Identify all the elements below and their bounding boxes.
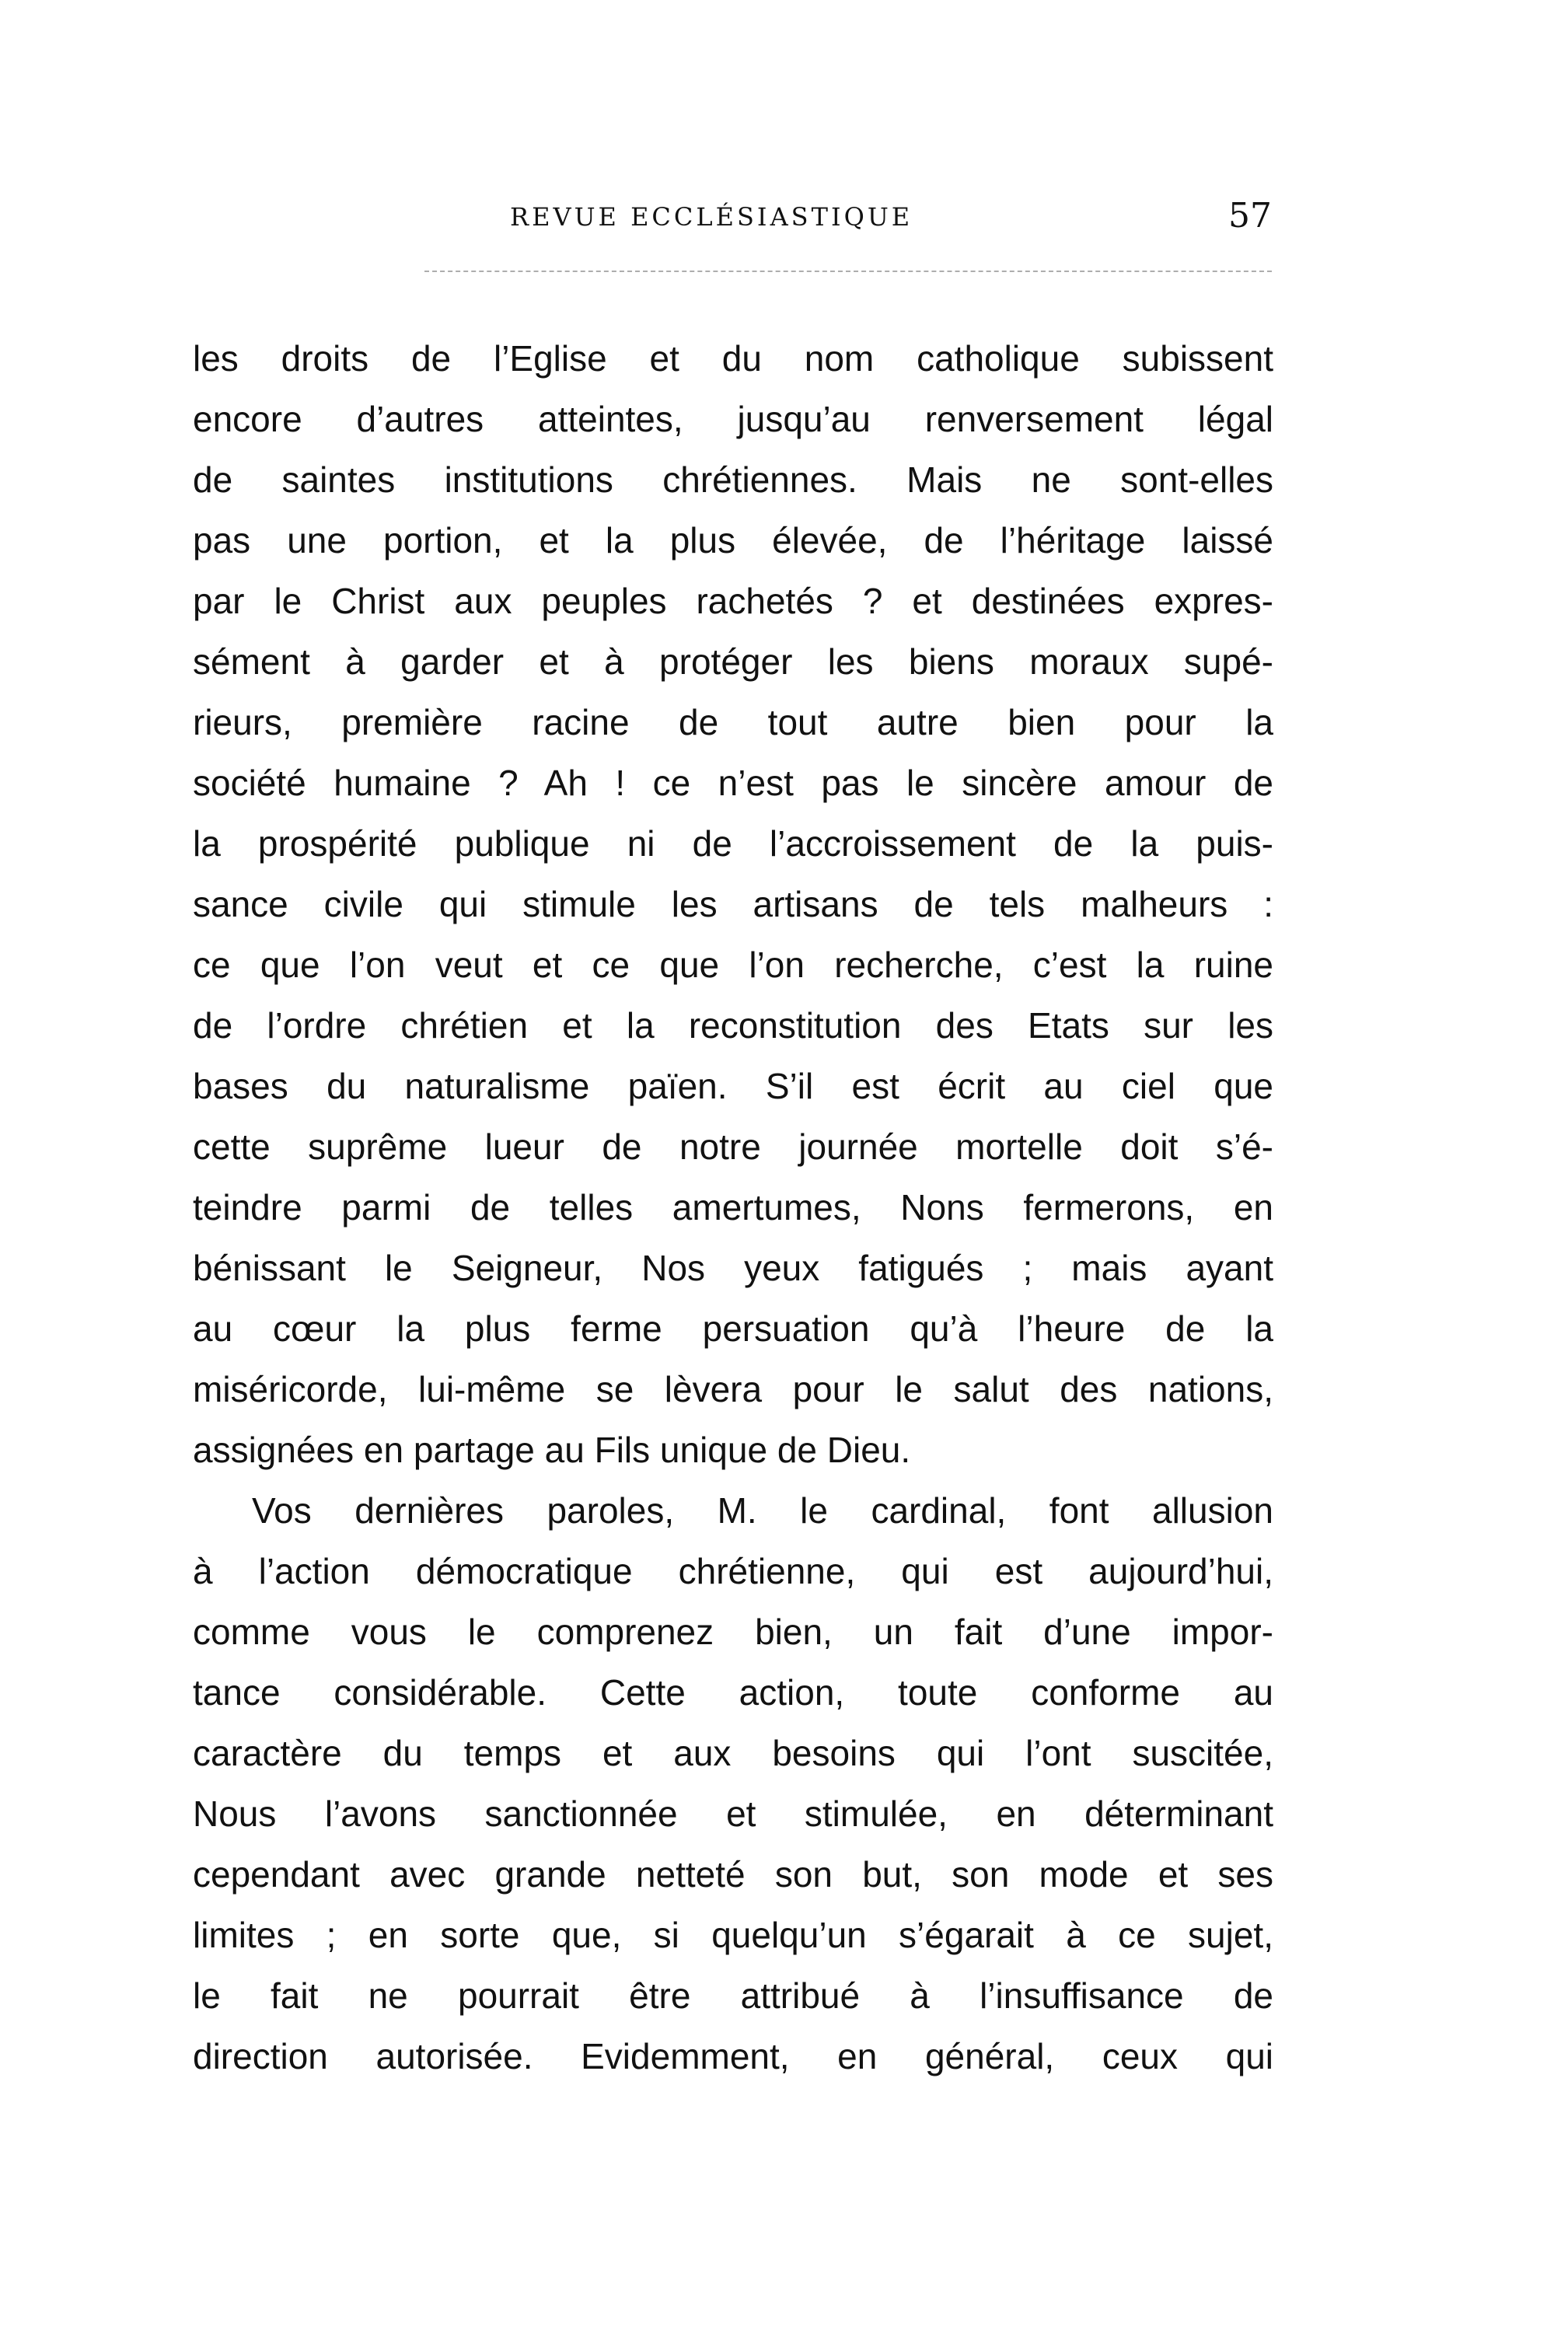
text-line: pas une portion, et la plus élevée, de l’héritage laissé xyxy=(193,520,1273,561)
page-number: 57 xyxy=(1228,196,1272,236)
text-line: comme vous le comprenez bien, un fait d’une impor- xyxy=(193,1612,1273,1652)
text-line: à l’action démocratique chrétienne, qui est aujourd’hui, xyxy=(193,1551,1273,1591)
text-line: caractère du temps et aux besoins qui l’ont suscitée, xyxy=(193,1733,1273,1773)
text-line: rieurs, première racine de tout autre bien pour la xyxy=(193,702,1273,742)
text-line: bases du naturalisme païen. S’il est écrit au ciel que xyxy=(193,1066,1273,1106)
text-line: au cœur la plus ferme persuation qu’à l’heure de la xyxy=(193,1308,1273,1349)
text-line: la prospérité publique ni de l’accroissement de la puis- xyxy=(193,823,1273,864)
text-line: ce que l’on veut et ce que l’on recherche, c’est la ruine xyxy=(193,945,1273,985)
text-line: encore d’autres atteintes, jusqu’au renversement légal xyxy=(193,399,1273,439)
text-line: le fait ne pourrait être attribué à l’insuffisance de xyxy=(193,1975,1273,2016)
paragraph-1 xyxy=(193,328,1273,1480)
text-line: assignées en partage au Fils unique de Dieu. xyxy=(193,1430,911,1470)
text-line: direction autorisée. Evidemment, en général, ceux qui xyxy=(193,2036,1273,2076)
text-line: cependant avec grande netteté son but, son mode et ses xyxy=(193,1854,1273,1895)
body-text xyxy=(193,328,1273,2087)
running-head xyxy=(183,196,1272,250)
text-line: teindre parmi de telles amertumes, Nons fermerons, en xyxy=(193,1187,1273,1228)
text-line: Nous l’avons sanctionnée et stimulée, en déterminant xyxy=(193,1793,1273,1834)
text-line: sément à garder et à protéger les biens moraux supé- xyxy=(193,641,1273,682)
text-line: cette suprême lueur de notre journée mortelle doit s’é- xyxy=(193,1126,1273,1167)
text-line: société humaine ? Ah ! ce n’est pas le sincère amour de xyxy=(193,763,1273,803)
text-line: les droits de l’Eglise et du nom catholique subissent xyxy=(193,338,1273,379)
text-line: de l’ordre chrétien et la reconstitution des Etats sur les xyxy=(193,1005,1273,1046)
text-line: de saintes institutions chrétiennes. Mais ne sont-elles xyxy=(193,459,1273,500)
text-line: bénissant le Seigneur, Nos yeux fatigués ; mais ayant xyxy=(193,1248,1273,1288)
text-line: par le Christ aux peuples rachetés ? et destinées expres- xyxy=(193,581,1273,621)
header-rule xyxy=(424,271,1272,272)
text-line: miséricorde, lui-même se lèvera pour le salut des nations, xyxy=(193,1369,1273,1409)
paragraph-2 xyxy=(193,1480,1273,2087)
text-line: sance civile qui stimule les artisans de tels malheurs : xyxy=(193,884,1273,924)
text-line: tance considérable. Cette action, toute conforme au xyxy=(193,1672,1273,1713)
running-title: REVUE ECCLÉSIASTIQUE xyxy=(510,202,913,232)
text-line: limites ; en sorte que, si quelqu’un s’égarait à ce sujet, xyxy=(193,1915,1273,1955)
text-line: Vos dernières paroles, M. le cardinal, font allusion xyxy=(252,1490,1273,1531)
